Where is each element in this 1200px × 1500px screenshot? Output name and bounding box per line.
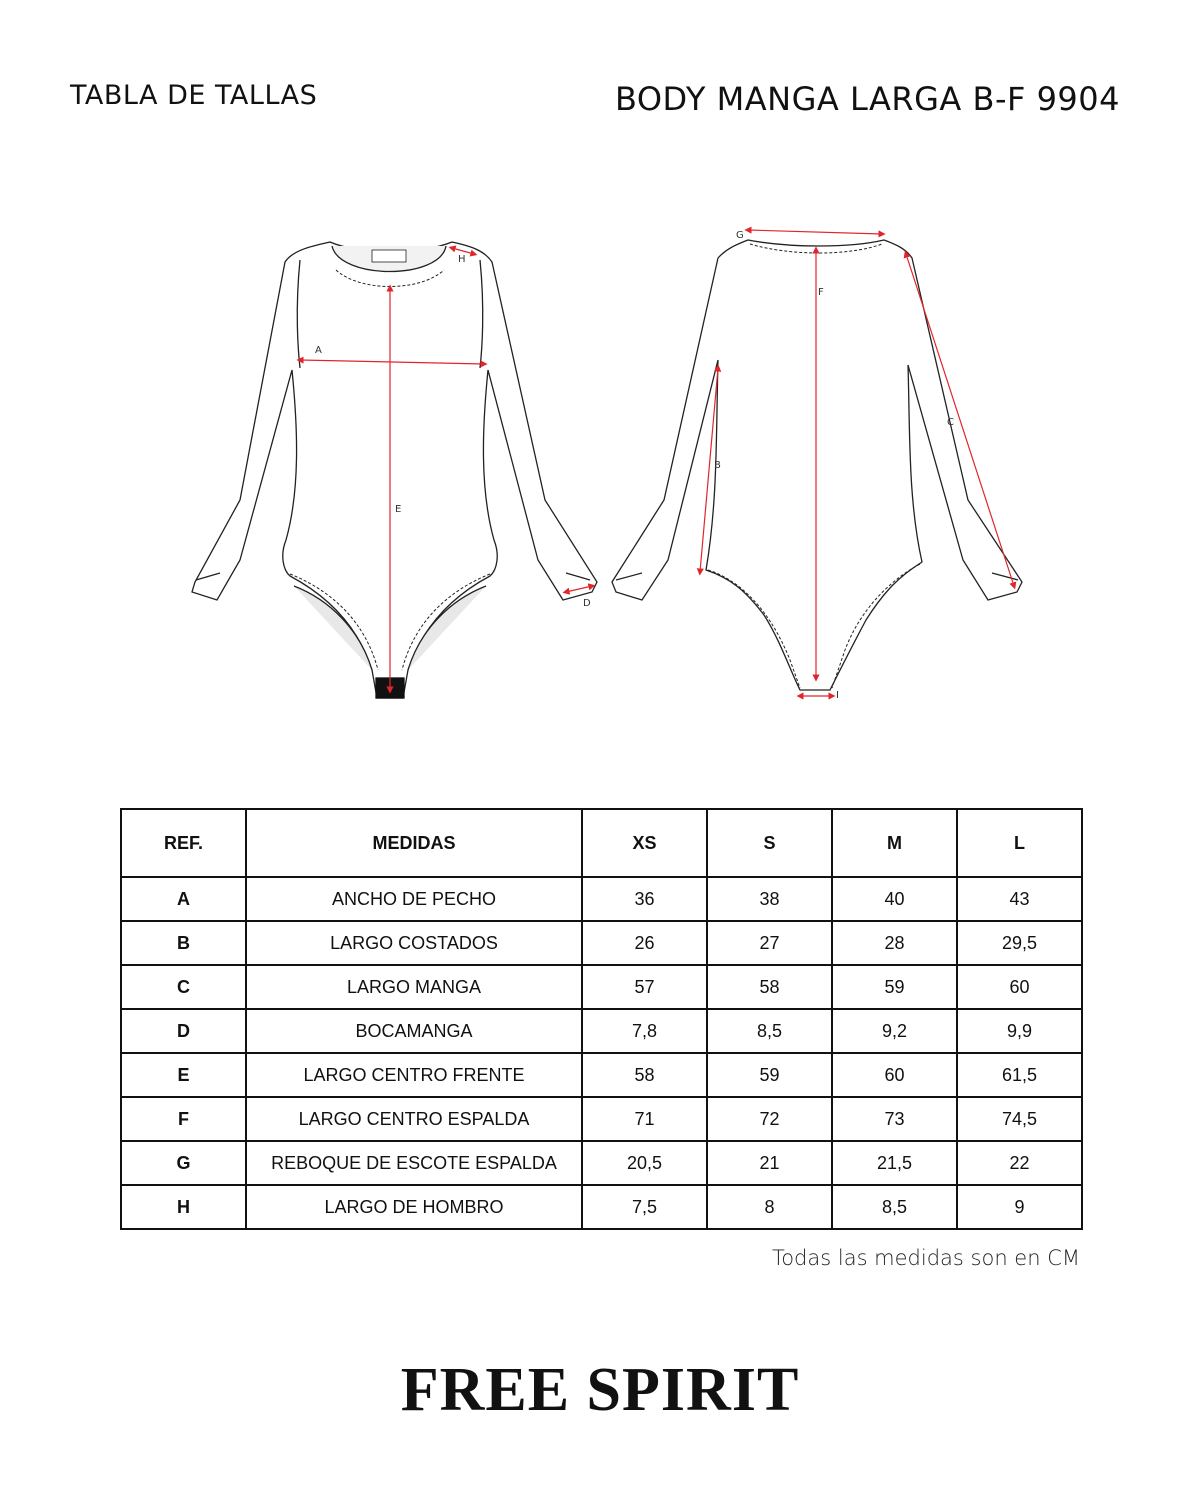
cell-l: 9 <box>957 1185 1082 1229</box>
cell-m: 40 <box>832 877 957 921</box>
cell-ref: A <box>121 877 246 921</box>
cell-xs: 36 <box>582 877 707 921</box>
cell-xs: 7,8 <box>582 1009 707 1053</box>
table-row <box>121 921 1082 965</box>
cell-xs: 57 <box>582 965 707 1009</box>
cell-ref: C <box>121 965 246 1009</box>
product-title: BODY MANGA LARGA B-F 9904 <box>614 80 1120 118</box>
cell-medida: LARGO CENTRO FRENTE <box>246 1053 582 1097</box>
back-label-f: F <box>818 287 824 298</box>
size-table <box>120 808 1083 1230</box>
front-label-h: H <box>458 254 466 265</box>
front-view <box>192 242 597 698</box>
cell-medida: REBOQUE DE ESCOTE ESPALDA <box>246 1141 582 1185</box>
cell-ref: F <box>121 1097 246 1141</box>
cell-ref: E <box>121 1053 246 1097</box>
back-label-i: I <box>836 690 839 701</box>
cell-medida: LARGO CENTRO ESPALDA <box>246 1097 582 1141</box>
front-label-d: D <box>583 598 591 609</box>
cell-m: 59 <box>832 965 957 1009</box>
cell-medida: BOCAMANGA <box>246 1009 582 1053</box>
front-label-a: A <box>315 345 322 356</box>
cell-m: 28 <box>832 921 957 965</box>
cell-m: 73 <box>832 1097 957 1141</box>
table-row <box>121 1053 1082 1097</box>
cell-m: 60 <box>832 1053 957 1097</box>
cell-xs: 20,5 <box>582 1141 707 1185</box>
cell-ref: B <box>121 921 246 965</box>
table-row <box>121 1141 1082 1185</box>
back-label-c: C <box>947 417 954 428</box>
header-m: M <box>832 809 957 877</box>
units-note: Todas las medidas son en CM <box>771 1246 1080 1270</box>
table-row <box>121 1097 1082 1141</box>
cell-s: 72 <box>707 1097 832 1141</box>
table-header-row <box>121 809 1082 877</box>
cell-s: 8,5 <box>707 1009 832 1053</box>
cell-medida: LARGO MANGA <box>246 965 582 1009</box>
page-title-left: TABLA DE TALLAS <box>70 80 318 111</box>
table-row <box>121 877 1082 921</box>
cell-s: 21 <box>707 1141 832 1185</box>
cell-l: 9,9 <box>957 1009 1082 1053</box>
cell-l: 61,5 <box>957 1053 1082 1097</box>
cell-m: 8,5 <box>832 1185 957 1229</box>
cell-s: 27 <box>707 921 832 965</box>
brand-logo: FREE SPIRIT <box>400 1356 800 1424</box>
back-view <box>612 240 1022 690</box>
cell-m: 21,5 <box>832 1141 957 1185</box>
cell-xs: 58 <box>582 1053 707 1097</box>
cell-ref: H <box>121 1185 246 1229</box>
cell-xs: 71 <box>582 1097 707 1141</box>
back-label-b: B <box>714 460 721 471</box>
header-medidas: MEDIDAS <box>246 809 582 877</box>
table-row <box>121 1009 1082 1053</box>
cell-m: 9,2 <box>832 1009 957 1053</box>
cell-medida: LARGO COSTADOS <box>246 921 582 965</box>
cell-xs: 7,5 <box>582 1185 707 1229</box>
cell-s: 38 <box>707 877 832 921</box>
cell-l: 74,5 <box>957 1097 1082 1141</box>
front-label-e: E <box>395 504 402 515</box>
cell-xs: 26 <box>582 921 707 965</box>
cell-l: 29,5 <box>957 921 1082 965</box>
header-ref: REF. <box>121 809 246 877</box>
header-s: S <box>707 809 832 877</box>
garment-diagram <box>0 200 1200 720</box>
back-label-g: G <box>736 230 744 241</box>
table-row <box>121 965 1082 1009</box>
cell-medida: ANCHO DE PECHO <box>246 877 582 921</box>
cell-medida: LARGO DE HOMBRO <box>246 1185 582 1229</box>
cell-ref: D <box>121 1009 246 1053</box>
table-row <box>121 1185 1082 1229</box>
cell-s: 59 <box>707 1053 832 1097</box>
cell-s: 8 <box>707 1185 832 1229</box>
cell-l: 22 <box>957 1141 1082 1185</box>
cell-ref: G <box>121 1141 246 1185</box>
cell-l: 60 <box>957 965 1082 1009</box>
cell-l: 43 <box>957 877 1082 921</box>
cell-s: 58 <box>707 965 832 1009</box>
header-l: L <box>957 809 1082 877</box>
header-xs: XS <box>582 809 707 877</box>
